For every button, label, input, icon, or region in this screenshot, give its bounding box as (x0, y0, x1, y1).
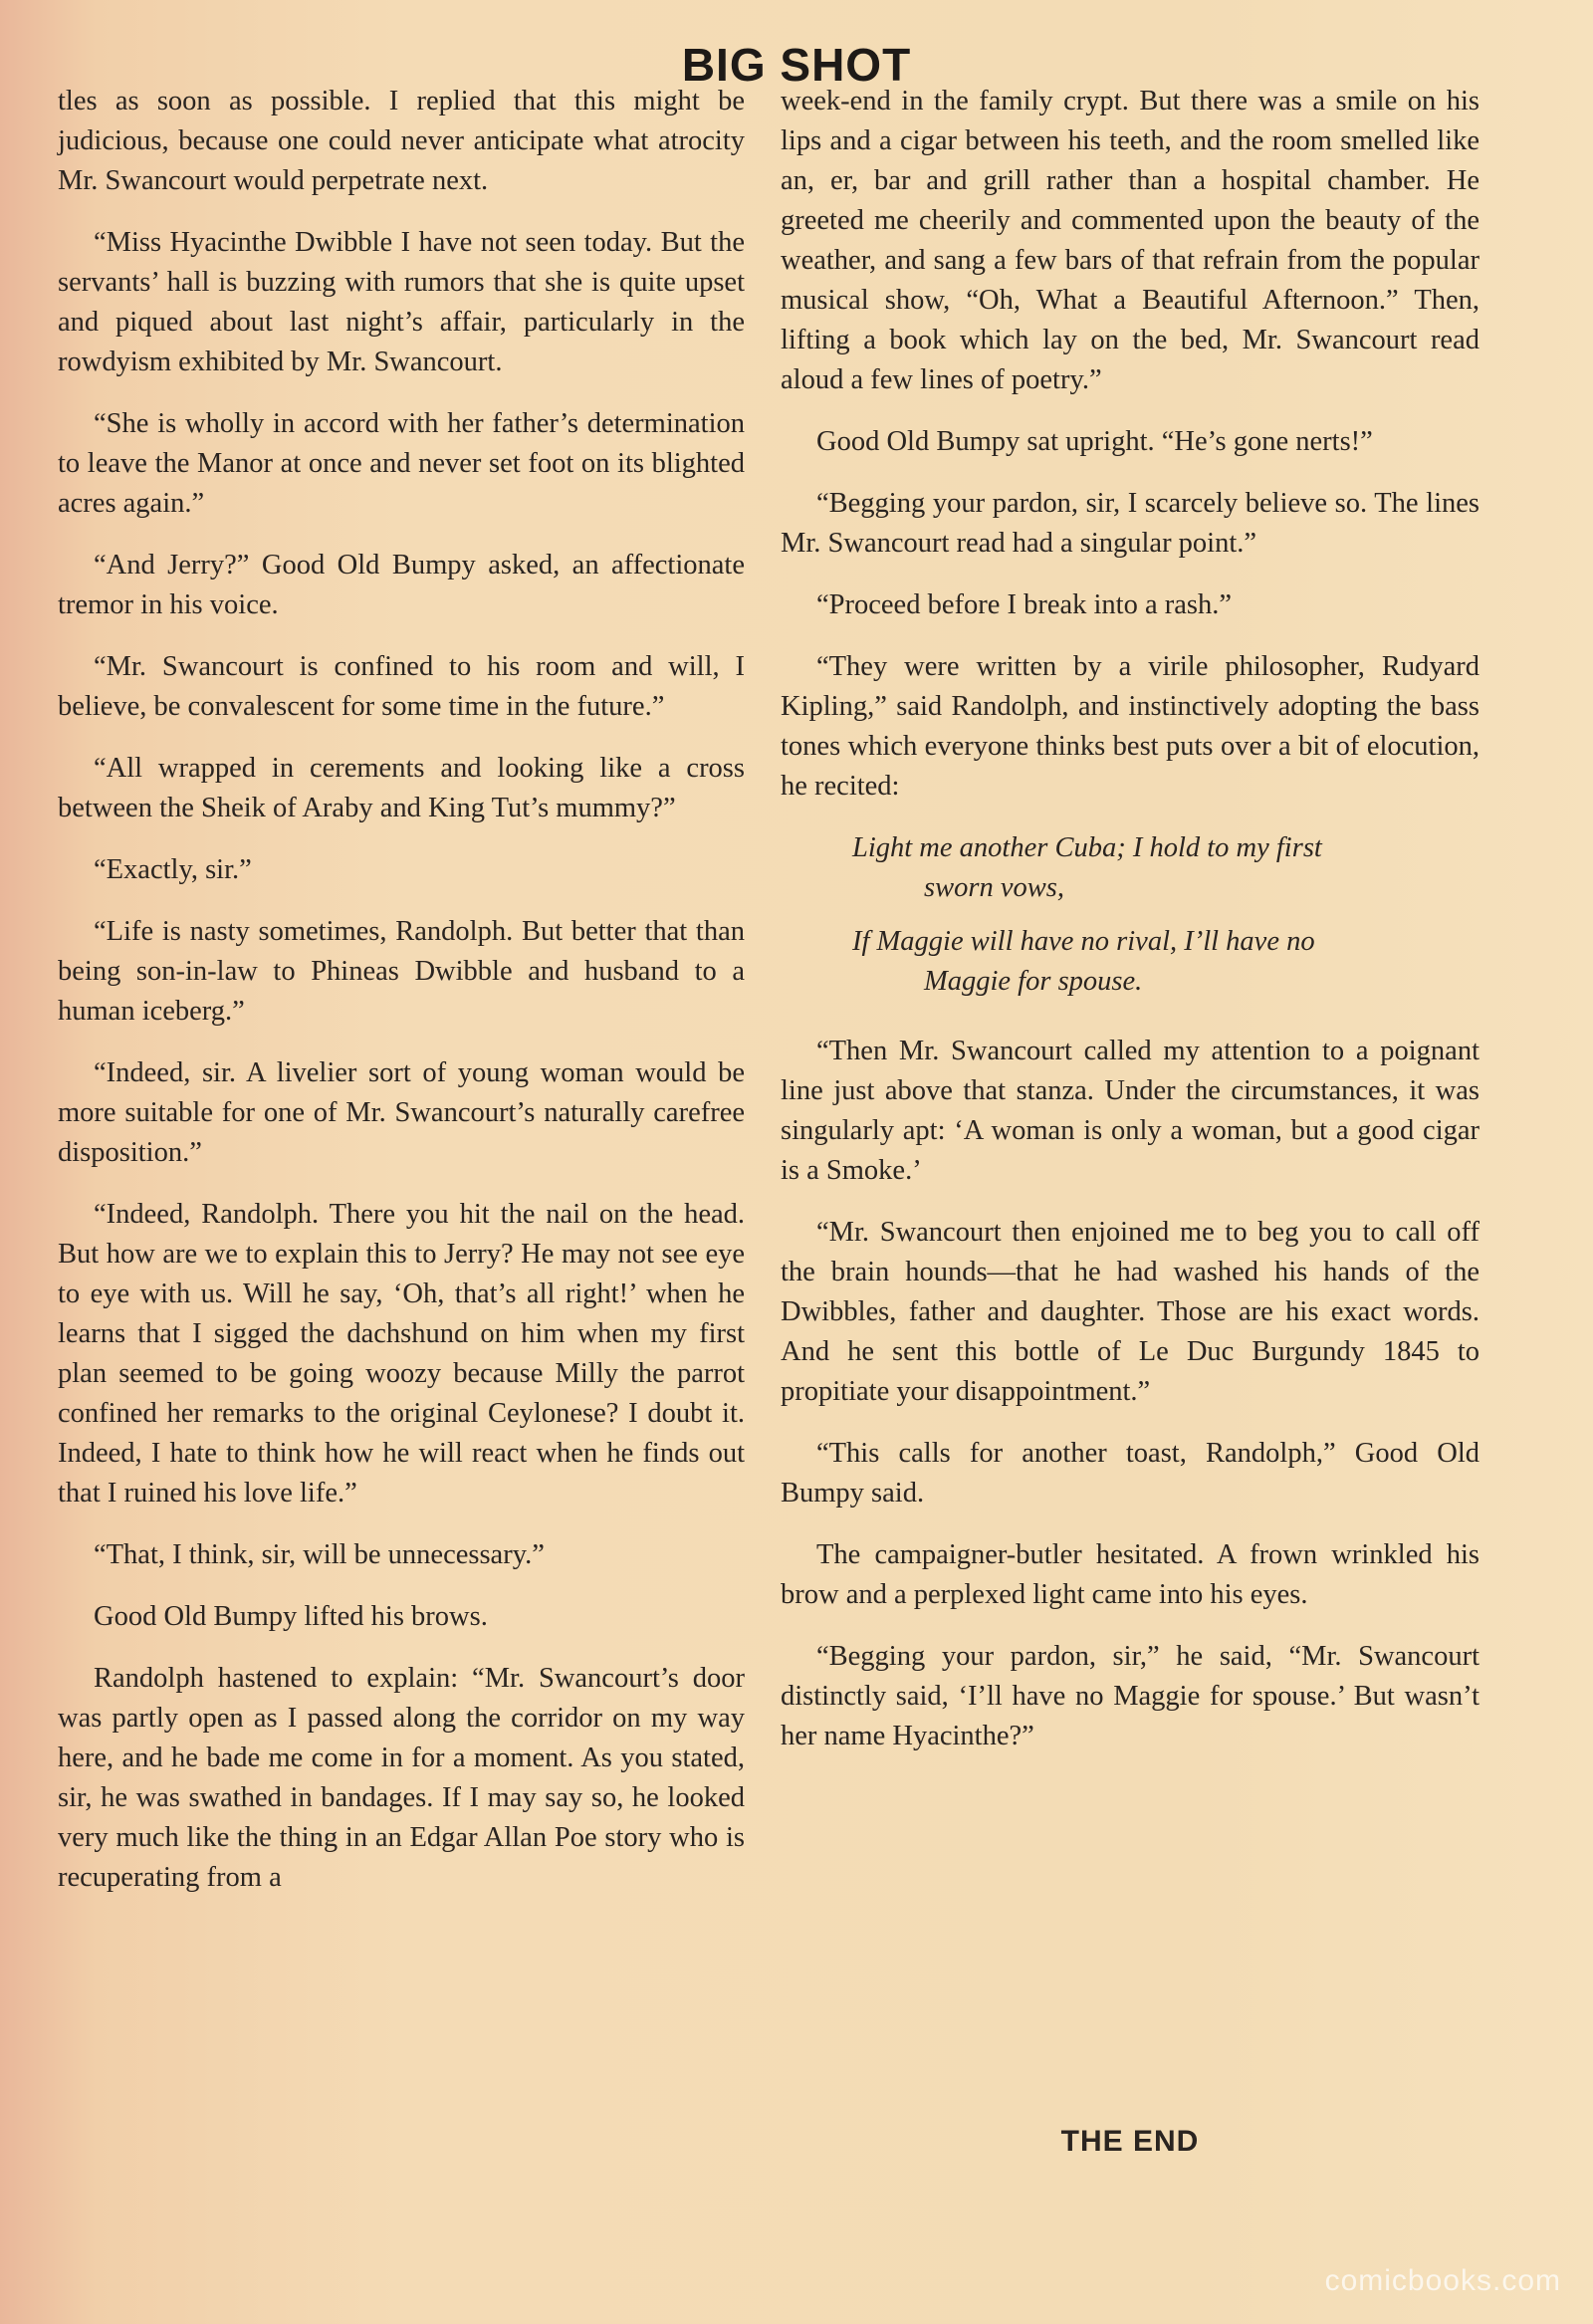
paragraph: “Mr. Swancourt is confined to his room and will, I believe, be convalescent for some time in the future.” (58, 651, 745, 722)
paragraph: “Miss Hyacinthe Dwibble I have not seen today. But the servants’ hall is buzzing with rumors that she is quite upset and piqued about last night’s affair, particularly in the rowdyism exhibited by Mr. Swancourt. (58, 227, 745, 377)
poem-line: sworn vows, (924, 872, 1064, 903)
paragraph: Randolph hastened to explain: “Mr. Swancourt’s door was partly open as I passed along the corridor on my way here, and he bade me come in for a moment. As you stated, sir, he was swathed in bandages. If I may say so, he looked very much like the thing in an Edgar Allan Poe story who is recuperating from a (58, 1663, 745, 1893)
paragraph: “Begging your pardon, sir, I scarcely believe so. The lines Mr. Swancourt read had a singular point.” (781, 488, 1479, 559)
paragraph: “Mr. Swancourt then enjoined me to beg you to call off the brain hounds—that he had washed his hands of the Dwibbles, father and daughter. Those are his exact words. And he sent this bottle of Le Duc Burgundy 1845 to propitiate your disappointment.” (781, 1217, 1479, 1407)
paragraph: The campaigner-butler hesitated. A frown wrinkled his brow and a perplexed light came into his eyes. (781, 1539, 1479, 1610)
paragraph: Good Old Bumpy lifted his brows. (94, 1601, 488, 1632)
paragraph: “Exactly, sir.” (94, 854, 252, 885)
paragraph: “She is wholly in accord with her father’s determination to leave the Manor at once and never set foot on its blighted acres again.” (58, 408, 745, 519)
poem-line: Light me another Cuba; I hold to my first (852, 832, 1322, 863)
paragraph: “They were written by a virile philosopher, Rudyard Kipling,” said Randolph, and instinctively adopting the bass tones which everyone thinks best puts over a bit of elocution, he recited: (781, 651, 1479, 802)
paragraph: “Begging your pardon, sir,” he said, “Mr. Swancourt distinctly said, ‘I’ll have no Maggie for spouse.’ But wasn’t her name Hyacinthe?” (781, 1641, 1479, 1751)
paragraph: tles as soon as possible. I replied that this might be judicious, because one could never anticipate what atrocity Mr. Swancourt would perpetrate next. (58, 86, 745, 196)
paragraph: “All wrapped in cerements and looking like a cross between the Sheik of Araby and King Tut’s mummy?” (58, 753, 745, 823)
poem-quote (852, 828, 1479, 1002)
poem-line: If Maggie will have no rival, I’ll have no (852, 926, 1315, 957)
masthead-title: BIG SHOT (681, 39, 912, 91)
the-end-label: THE END (1060, 2125, 1200, 2158)
paragraph: “Life is nasty sometimes, Randolph. But better that than being son-in-law to Phineas Dwibble and husband to a human iceberg.” (58, 916, 745, 1027)
left-column (58, 82, 745, 1920)
poem-line: Maggie for spouse. (924, 966, 1143, 997)
paragraph: “Proceed before I break into a rash.” (816, 589, 1232, 620)
paragraph: Good Old Bumpy sat upright. “He’s gone nerts!” (816, 426, 1373, 457)
right-column (781, 82, 1479, 1778)
paragraph: “And Jerry?” Good Old Bumpy asked, an affectionate tremor in his voice. (58, 550, 745, 620)
paragraph: “That, I think, sir, will be unnecessary.” (94, 1539, 545, 1570)
paragraph: “Then Mr. Swancourt called my attention to a poignant line just above that stanza. Under the circumstances, it was singularly apt: ‘A woman is only a woman, but a good cigar is a Smoke.’ (781, 1036, 1479, 1186)
paragraph: “This calls for another toast, Randolph,” Good Old Bumpy said. (781, 1438, 1479, 1509)
paragraph: “Indeed, Randolph. There you hit the nail on the head. But how are we to explain this to Jerry? He may not see eye to eye with us. Will he say, ‘Oh, that’s all right!’ when he learns that I sigged the dachshund on him when my first plan seemed to be going woozy because Milly the parrot confined her remarks to the original Ceylonese? I doubt it. Indeed, I hate to think how he will react when he finds out that I ruined his love life.” (58, 1199, 745, 1509)
paragraph: week-end in the family crypt. But there was a smile on his lips and a cigar between his teeth, and the room smelled like an, er, bar and grill rather than a hospital chamber. He greeted me cheerily and commented upon the beauty of the weather, and sang a few bars of that refrain from the popular musical show, “Oh, What a Beautiful Afternoon.” Then, lifting a book which lay on the bed, Mr. Swancourt read aloud a few lines of poetry.” (781, 86, 1479, 395)
watermark: comicbooks.com (1324, 2264, 1561, 2297)
paragraph: “Indeed, sir. A livelier sort of young woman would be more suitable for one of Mr. Swancourt’s naturally carefree disposition.” (58, 1057, 745, 1168)
